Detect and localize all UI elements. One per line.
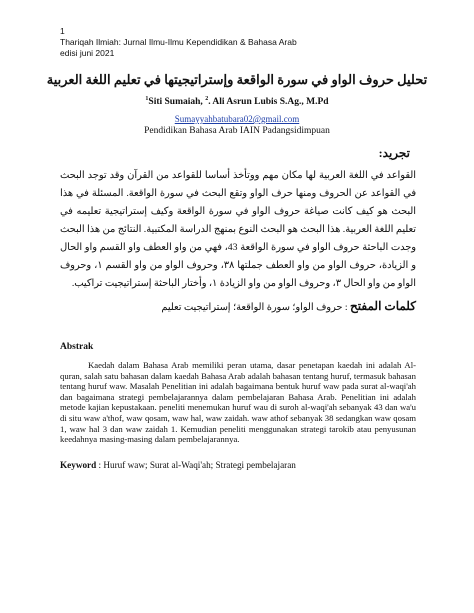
author-1-name: Siti Sumaiah, — [148, 97, 206, 108]
author-1-sup: 1 — [145, 96, 149, 102]
arabic-title: تحليل حروف الواو في سورة الواقعة وإستراتيجيتها في تعليم اللغة العربية — [46, 72, 428, 87]
edition-date: edisi juni 2021 — [60, 48, 115, 58]
keyword-line — [60, 460, 416, 470]
author-2-name: . Ali Asrun Lubis S.Ag., M.Pd — [208, 97, 329, 108]
keyword-value: : Huruf waw; Surat al-Waqi'ah; Strategi pembelajaran — [96, 460, 296, 470]
author-2-sup: 2 — [205, 96, 209, 102]
arabic-abstract-body: القواعد في اللغة العربية لها مكان مهم ووتأخذ أساسا للقواعد من القرآن وقد توجد البحث في القواعد عن الحروف ومنها حرف الواو وتقع البحث في سورة الواقعة. المسئلة في هذا البحث هو كيف كانت صياغة حروف الواو في سورة الواقعة وكيف إستراتيجية تعليمه في تعليم اللغة العربية. هذا البحث هو البحث النوع بمنهج الدراسة المكتبية. النتائج من هذا البحث وجدت الباحثة حروف الواو في سورة الواقعة 43، فهي من واو العطف واو القسم واو الحال و الزيادة، حروف الواو من واو العطف جملتها ٣٨، وحروف الواو من واو القسم ١، وحروف الواو من واو الحال ٣، وحروف الواو من واو الزيادة ١، وأختار الباحثة إستراتيجيت تراكيب. — [60, 170, 417, 289]
arabic-keywords — [60, 299, 416, 314]
abstrak-heading: Abstrak — [60, 342, 94, 352]
page-number: 1 — [60, 26, 65, 36]
author-email-link[interactable]: Sumayyahbatubara02@gmail.com — [174, 114, 300, 124]
arabic-keywords-value: : حروف الواو؛ سورة الواقعة؛ إستراتيجيت تعليم — [161, 302, 348, 313]
author-line — [40, 96, 434, 107]
arabic-abstract-heading: تجريد: — [378, 146, 410, 160]
arabic-keywords-label: كلمات المفتح — [350, 299, 416, 313]
abstrak-body: Kaedah dalam Bahasa Arab memiliki peran utama, dasar penetapan kaedah ini adalah Al-quran, salah satu bahasan dalam kaedah Bahasa Arab adalah bahasan tentang huruf, termasuk bahasan tentang huruf waw. Masalah Penelitian ini adalah bagaimana bentuk huruf waw pada surat al-waqi'ah dan bagaimana strategi pembelajarannya dalam pembelajaran Bahasa Arab. Penelitian ini adalah metode kajian kepustakaan. peneliti menemukan huruf wau di suroh al-waqi'ah sebanyak 43 dan wa'u di situ waw a'thof, waw qosam, waw hal, waw zaidah. waw athof sebanyak 38 sedangkan waw qosam 1, waw hal 3 dan waw zaidah 1. Kemudian peneliti menggunakan strategi tarokib atau penyusunan keedahnya masing-masing dalam pembelajarannya. — [60, 360, 416, 445]
affiliation: Pendidikan Bahasa Arab IAIN Padangsidimpuan — [144, 126, 330, 136]
journal-name: Thariqah Ilmiah: Jurnal Ilmu-Ilmu Kependidikan & Bahasa Arab — [60, 37, 297, 47]
keyword-label: Keyword — [60, 460, 97, 470]
